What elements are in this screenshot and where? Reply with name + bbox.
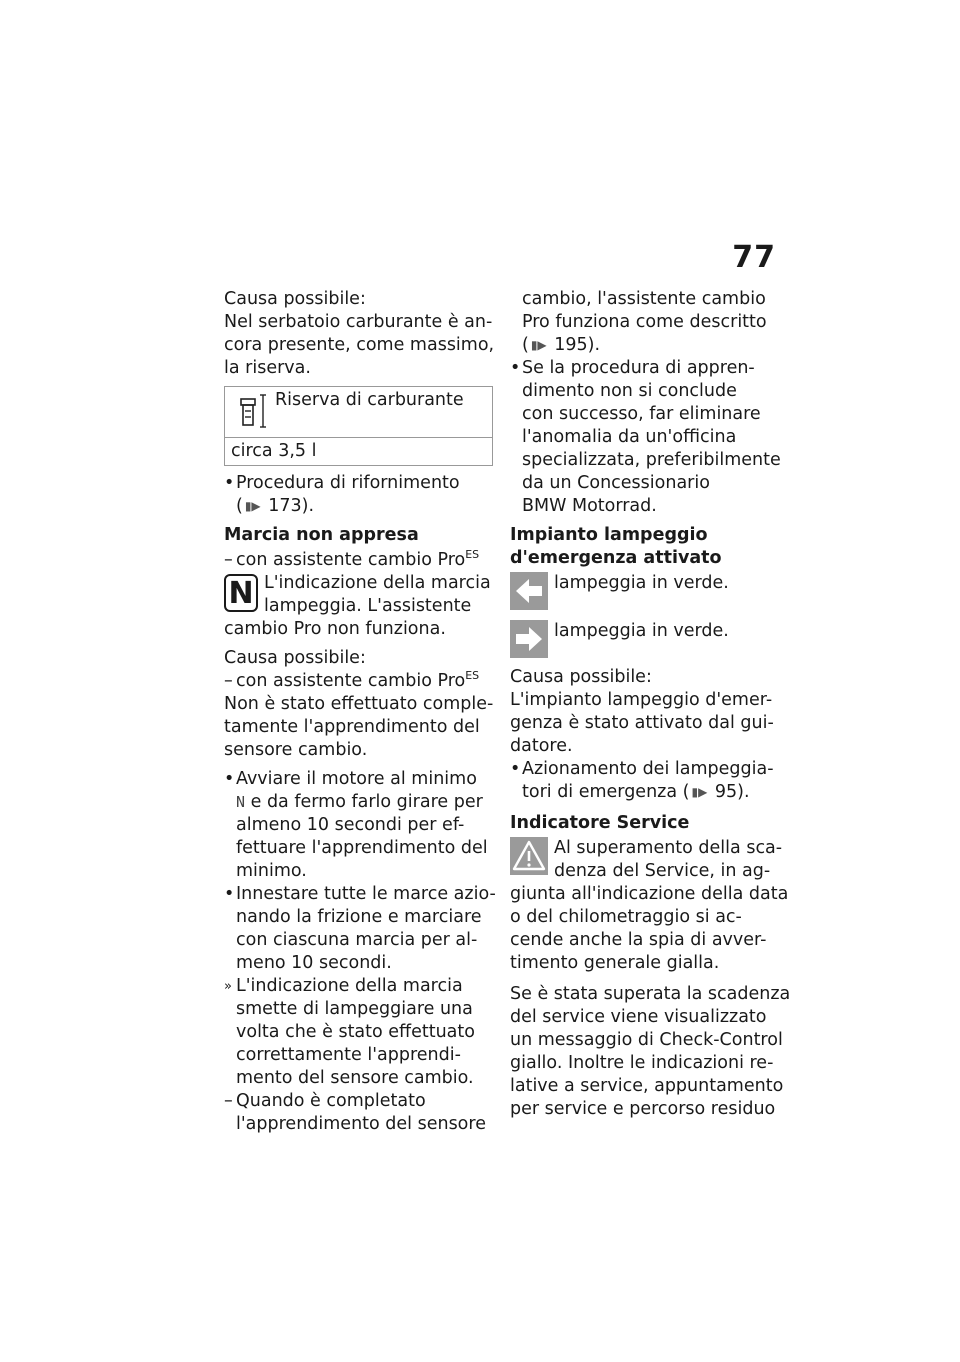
cause-line: genza è stato attivato dal gui- (510, 713, 774, 733)
indicator-text: lampeggia in verde. (554, 573, 729, 593)
heading-line: d'emergenza attivato (510, 548, 722, 568)
option-sup: ES (465, 669, 480, 683)
gear-indicator-text: cambio Pro non funziona. (224, 619, 446, 639)
list-item (224, 472, 492, 518)
right-turn-indicator-block (510, 620, 778, 658)
condition-text: l'apprendimento del sensore (236, 1114, 486, 1134)
paragraph-line: Se è stata superata la scadenza (510, 984, 791, 1004)
condition-line: – con assistente cambio Pro$^{ES}$ (224, 548, 480, 570)
cause-block (224, 288, 495, 380)
fuel-reserve-header (225, 387, 492, 438)
list-item: • Innestare tutte le marce azio- nando la frizione e marciare con ciascuna marcia per al- meno 10 secondi. (224, 884, 496, 973)
condition-text: con assistente cambio Pro (236, 671, 466, 691)
list-item-text: almeno 10 secondi per ef- (236, 815, 465, 835)
section-heading: Marcia non appresa (224, 525, 419, 545)
condition-text: Quando è completato (236, 1091, 426, 1111)
condition-text: con assistente cambio Pro (236, 550, 466, 570)
page-ref-arrow-icon: ▮▶ (244, 499, 261, 513)
cause-line: cora presente, come massimo, (224, 335, 495, 355)
cause-label: Causa possibile: (224, 648, 366, 668)
paragraph-line: giallo. Inoltre le indicazioni re- (510, 1053, 774, 1073)
list-item: • Avviare il motore al minimo N e da fermo farlo girare per almeno 10 secondi per ef- fettuare l'apprendimento del minimo. (224, 768, 492, 883)
list-item-text: Innestare tutte le marce azio- (236, 884, 496, 904)
page-ref: 195). (554, 335, 601, 355)
service-text: o del chilometraggio si ac- (510, 907, 742, 927)
cause-line: Non è stato effettuato comple- (224, 694, 494, 714)
paragraph-line: del service viene visualizzato (510, 1007, 767, 1027)
cause-line: Nel serbatoio carburante è an- (224, 312, 493, 332)
continued-line: Pro funziona come descritto (522, 312, 767, 332)
fuel-gauge-icon (239, 393, 269, 438)
gear-indicator-icon: N (224, 572, 258, 612)
continued-text (510, 288, 778, 357)
paragraph-line: un messaggio di Check-Control (510, 1030, 783, 1050)
list-item-text: specializzata, preferibilmente (522, 450, 781, 470)
list-item-text: con successo, far eliminare (522, 404, 761, 424)
cause-label: Causa possibile: (510, 667, 652, 687)
indicator-text: lampeggia in verde. (554, 621, 729, 641)
cause-line: datore. (510, 736, 573, 756)
fuel-reserve-table (224, 386, 493, 466)
condition-line: – con assistente cambio Pro$^{ES}$ (224, 669, 480, 691)
service-paragraph (510, 983, 791, 1121)
option-sup: ES (465, 548, 480, 562)
list-item-text: minimo. (236, 861, 307, 881)
left-column (224, 288, 496, 1136)
service-text: timento generale gialla. (510, 953, 720, 973)
page-ref-arrow-icon: ▮▶ (530, 338, 547, 352)
cause-line: la riserva. (224, 358, 311, 378)
list-item-text: meno 10 secondi. (236, 953, 392, 973)
service-text: giunta all'indicazione della data (510, 884, 789, 904)
service-text: cende anche la spia di avver- (510, 930, 767, 950)
page-ref-link[interactable]: ( ▮▶ 195). (522, 335, 601, 355)
cause-line: sensore cambio. (224, 740, 368, 760)
cause-block (510, 666, 778, 758)
service-text: denza del Service, in ag- (554, 861, 771, 881)
section-heading: Indicatore Service (510, 813, 690, 833)
service-indicator-block (510, 837, 789, 975)
result-text: mento del sensore cambio. (236, 1068, 474, 1088)
list-item-text: dimento non si conclude (522, 381, 737, 401)
page-ref: 95). (714, 782, 750, 802)
refuel-ref[interactable]: ( ▮▶ 173). (236, 496, 315, 516)
hazard-ref[interactable] (522, 781, 778, 804)
list-item-text: nando la frizione e marciare (236, 907, 482, 927)
list-item: • Se la procedura di appren- dimento non si conclude con successo, far eliminare l'anomalia da un'officina specializzata, preferibilmente da un Concessionario BMW Motorrad. (510, 358, 781, 516)
gear-indicator-block (224, 572, 492, 641)
result-item: » L'indicazione della marcia smette di lampeggiare una volta che è stato effettuato correttamente l'apprendi- mento del sensore cambio. (224, 975, 492, 1090)
list-item-text: Procedura di rifornimento (236, 473, 460, 493)
left-turn-indicator-block (510, 572, 778, 610)
cause-block (224, 647, 492, 762)
result-text: correttamente l'apprendi- (236, 1045, 461, 1065)
result-text: smette di lampeggiare una (236, 999, 473, 1019)
list-item: • Azionamento dei lampeggia- tori di emergenza ( ▮▶ 95). (510, 758, 778, 804)
page-number: 77 (732, 240, 776, 275)
left-turn-arrow-icon (510, 572, 548, 610)
list-item-text: con ciascuna marcia per al- (236, 930, 478, 950)
paragraph-line: lative a service, appuntamento (510, 1076, 784, 1096)
cause-line: tamente l'apprendimento del (224, 717, 480, 737)
fuel-reserve-label: Riserva di carburante (275, 390, 464, 410)
result-text: L'indicazione della marcia (236, 976, 463, 996)
section-heading (510, 524, 778, 570)
neutral-indicator-icon: N (236, 793, 246, 811)
cause-label: Causa possibile: (224, 289, 366, 309)
list-item-text: Avviare il motore al minimo (236, 769, 477, 789)
continued-line: cambio, l'assistente cambio (522, 289, 766, 309)
right-turn-arrow-icon (510, 620, 548, 658)
list-item-text: Se la procedura di appren- (522, 358, 755, 378)
fuel-reserve-value: circa 3,5 l (231, 441, 317, 461)
list-item-text: fettuare l'apprendimento del (236, 838, 488, 858)
heading-line: Impianto lampeggio (510, 525, 708, 545)
warning-triangle-icon (510, 837, 548, 875)
gear-indicator-text: lampeggia. L'assistente (264, 596, 472, 616)
list-item-text: Azionamento dei lampeggia- (522, 759, 774, 779)
result-text: volta che è stato effettuato (236, 1022, 475, 1042)
page-ref-arrow-icon: ▮▶ (691, 785, 708, 799)
bullet-dot: • (224, 473, 235, 493)
gear-indicator-text: L'indicazione della marcia (264, 573, 491, 593)
paragraph-line: per service e percorso residuo (510, 1099, 776, 1119)
right-column (510, 288, 791, 1127)
list-item-text: da un Concessionario (522, 473, 710, 493)
page-ref: 173). (268, 496, 315, 516)
list-item-text: tori di emergenza ( (522, 782, 690, 802)
list-item-text: l'anomalia da un'officina (522, 427, 737, 447)
service-text: Al superamento della sca- (554, 838, 783, 858)
cause-line: L'impianto lampeggio d'emer- (510, 690, 773, 710)
list-item-text: BMW Motorrad. (522, 496, 657, 516)
condition-line: – Quando è completato l'apprendimento del sensore (224, 1090, 492, 1136)
list-item-text: e da fermo farlo girare per (250, 792, 483, 812)
